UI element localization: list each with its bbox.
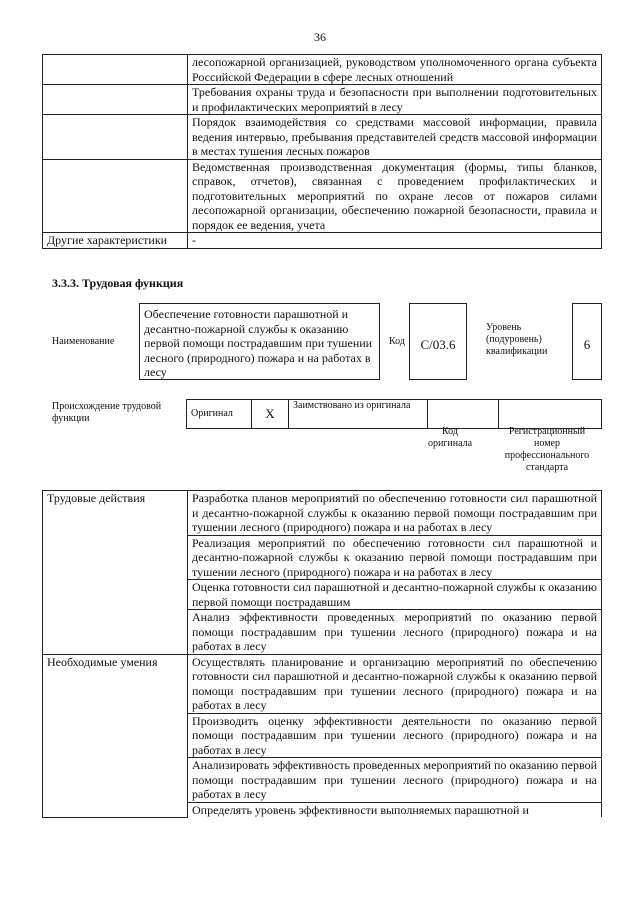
group-label: Необходимые умения: [43, 654, 188, 817]
code-original-cell: [428, 400, 499, 429]
row-text: Порядок взаимодействия со средствами массовой информации, правила ведения интервью, пребывания представителей средств массовой информации в местах тушения лесных пожаров: [188, 115, 602, 160]
table-row: [43, 233, 602, 249]
level-label: Уровень (подуровень) квалификации: [486, 322, 548, 357]
row-text: лесопожарной организацией, руководством уполномоченного органа субъекта Российской Федерации в сфере лесных отношений: [188, 55, 602, 85]
origin-table: [186, 399, 602, 429]
item-text: Определять уровень эффективности выполняемых парашютной и: [188, 802, 602, 817]
qualification-level-box: 6: [572, 303, 602, 380]
item-text: Реализация мероприятий по обеспечению готовности сил парашютной и десантно-пожарной службы к оказанию первой помощи пострадавшим при тушении лесного (природного) пожара и на работах в лесу: [188, 535, 602, 580]
origin-label: Происхождение трудовой функции: [52, 401, 162, 424]
page-number: 36: [314, 30, 326, 44]
item-text: Анализировать эффективность проведенных мероприятий по оказанию первой помощи пострадавшим при тушении лесного (природного) пожара и на работах в лесу: [188, 758, 602, 803]
item-text: Разработка планов мероприятий по обеспечению готовности сил парашютной и десантно-пожарной службы к оказанию первой помощи пострадавшим при тушении лесного (природного) пожара и на работах в лесу: [188, 491, 602, 536]
code-original-label: Код оригинала: [427, 426, 473, 449]
original-mark: Х: [252, 400, 289, 429]
row-label: [43, 85, 188, 115]
row-label: Другие характеристики: [43, 233, 188, 249]
reg-number-label: Регистрационный номер профессионального стандарта: [504, 426, 590, 473]
row-text: Ведомственная производственная документация (формы, типы бланков, справок, отчетов), связанная с проведением профилактических и подготовительных мероприятий по охране лесов от пожаров силами лесопожарной организации, обеспечению пожарной безопасности, правила и порядок ее ведения, учета: [188, 159, 602, 233]
item-text: Осуществлять планирование и организацию мероприятий по обеспечению готовности сил парашютной и десантно-пожарной службы к оказанию первой помощи пострадавшим при тушении лесного (природного) пожара и на работах в лесу: [188, 654, 602, 713]
row-label: [43, 159, 188, 233]
function-name-box: Обеспечение готовности парашютной и десантно-пожарной службы к оказанию первой помощи пострадавшим при тушении лесного (природного) пожара и на работах в лесу: [139, 303, 380, 380]
reg-number-cell: [499, 400, 602, 429]
section-title: 3.3.3. Трудовая функция: [52, 276, 184, 290]
group-label: Трудовые действия: [43, 491, 188, 655]
row-text: -: [188, 233, 602, 249]
main-table: [42, 490, 602, 818]
row-text: Требования охраны труда и безопасности при выполнении подготовительных и профилактических мероприятий в лесу: [188, 85, 602, 115]
name-label: Наименование: [52, 336, 115, 347]
table-row: [187, 400, 602, 429]
function-code-box: С/03.6: [409, 303, 467, 380]
table-row: [43, 491, 602, 536]
item-text: Оценка готовности сил парашютной и десантно-пожарной службы к оказанию первой помощи пострадавшим: [188, 580, 602, 610]
table-row: [43, 85, 602, 115]
table-row: [43, 159, 602, 233]
original-label: Оригинал: [187, 400, 252, 429]
top-table: [42, 54, 602, 249]
code-label: Код: [389, 336, 405, 347]
table-row: [43, 55, 602, 85]
borrowed-label: Заимствовано из оригинала: [289, 400, 428, 429]
item-text: Производить оценку эффективности деятельности по оказанию первой помощи пострадавшим при тушении лесного (природного) пожара и на работах в лесу: [188, 713, 602, 758]
table-row: [43, 115, 602, 160]
item-text: Анализ эффективности проведенных мероприятий по оказанию первой помощи пострадавшим при тушении лесного (природного) пожара и на работах в лесу: [188, 610, 602, 655]
table-row: [43, 654, 602, 713]
row-label: [43, 55, 188, 85]
row-label: [43, 115, 188, 160]
